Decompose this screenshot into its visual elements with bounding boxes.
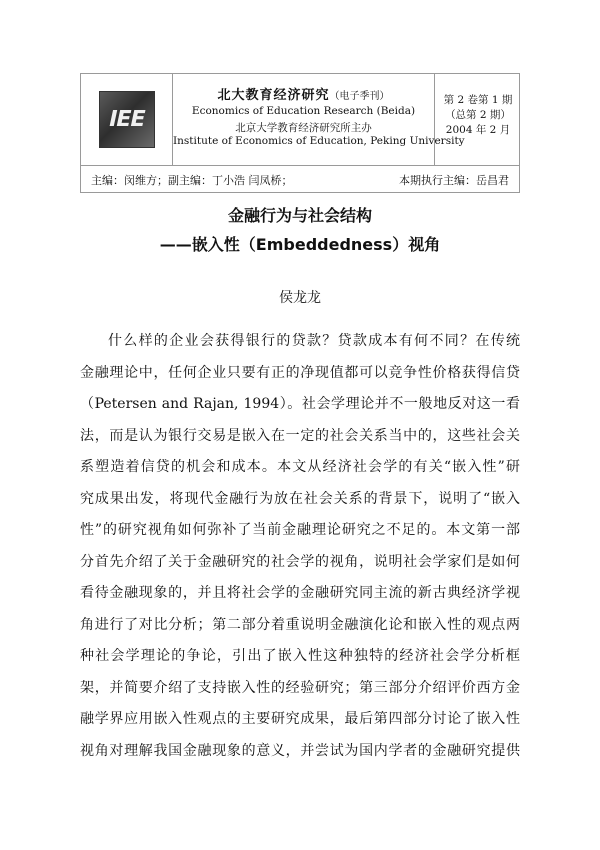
- issue-info-cell: [435, 74, 521, 166]
- body-line: 金融理论中，任何企业只要有正的净现值都可以竞争性价格获得信贷: [80, 364, 520, 381]
- body-line: 系塑造着信贷的机会和成本。本文从经济社会学的有关“嵌入性”研: [80, 459, 520, 475]
- issue-editor: 本期执行主编：岳昌君: [399, 174, 509, 187]
- header-top-row: [81, 74, 519, 166]
- body-line: （Petersen and Rajan, 1994）。社会学理论并不一般地反对这一看: [80, 396, 520, 412]
- body-line: 性”的研究视角如何弥补了当前金融理论研究之不足的。本文第一部: [80, 522, 520, 538]
- issue-date: 2004 年 2 月: [445, 124, 511, 136]
- body-line: 架，并简要介绍了支持嵌入性的经验研究；第三部分介绍评价西方金: [80, 679, 520, 696]
- body-line: 究成果出发，将现代金融行为放在社会关系的背景下，说明了“嵌入: [80, 490, 520, 507]
- article-author: 侯龙龙: [279, 290, 321, 306]
- body-line: 融学界应用嵌入性观点的主要研究成果，最后第四部分讨论了嵌入性: [80, 711, 520, 727]
- article-body: [80, 326, 520, 767]
- journal-header: [80, 73, 520, 193]
- editors-list: 主编：闵维方；副主编：丁小浩 闫凤桥；: [91, 174, 293, 187]
- journal-title-sub: （电子季刊）: [329, 91, 390, 102]
- body-line: 法，而是认为银行交易是嵌入在一定的社会关系当中的，这些社会关: [80, 427, 520, 444]
- logo-cell: [81, 74, 173, 166]
- journal-english-name: Economics of Education Research (Beida): [191, 105, 416, 117]
- editors-row: [81, 166, 519, 194]
- logo-text: IEE: [106, 107, 148, 132]
- body-line: 角进行了对比分析；第二部分着重说明金融演化论和嵌入性的观点两: [80, 616, 520, 633]
- body-line: 分首先介绍了关于金融研究的社会学的视角，说明社会学家们是如何: [80, 553, 520, 570]
- host-chinese: 北京大学教育经济研究所主办: [235, 122, 372, 134]
- journal-title: [173, 84, 434, 103]
- article-subtitle: ——嵌入性（Embeddedness）视角: [159, 235, 441, 254]
- volume-number: 第 2 卷第 1 期: [443, 94, 513, 106]
- iee-logo: [99, 91, 155, 148]
- body-line: 什么样的企业会获得银行的贷款？贷款成本有何不同？在传统: [108, 333, 520, 349]
- article-title: 金融行为与社会结构: [227, 206, 372, 225]
- body-line: 看待金融现象的，并且将社会学的金融研究同主流的新古典经济学视: [80, 585, 520, 601]
- total-issue: （总第 2 期）: [445, 109, 511, 121]
- body-line: 种社会学理论的争论，引出了嵌入性这种独特的经济社会学分析框: [80, 648, 520, 664]
- journal-info-cell: [173, 74, 465, 166]
- journal-title-main: 北大教育经济研究: [217, 88, 330, 103]
- host-english: Institute of Economics of Education, Peking University: [173, 135, 465, 147]
- body-line: 视角对理解我国金融现象的意义，并尝试为国内学者的金融研究提供: [80, 742, 520, 759]
